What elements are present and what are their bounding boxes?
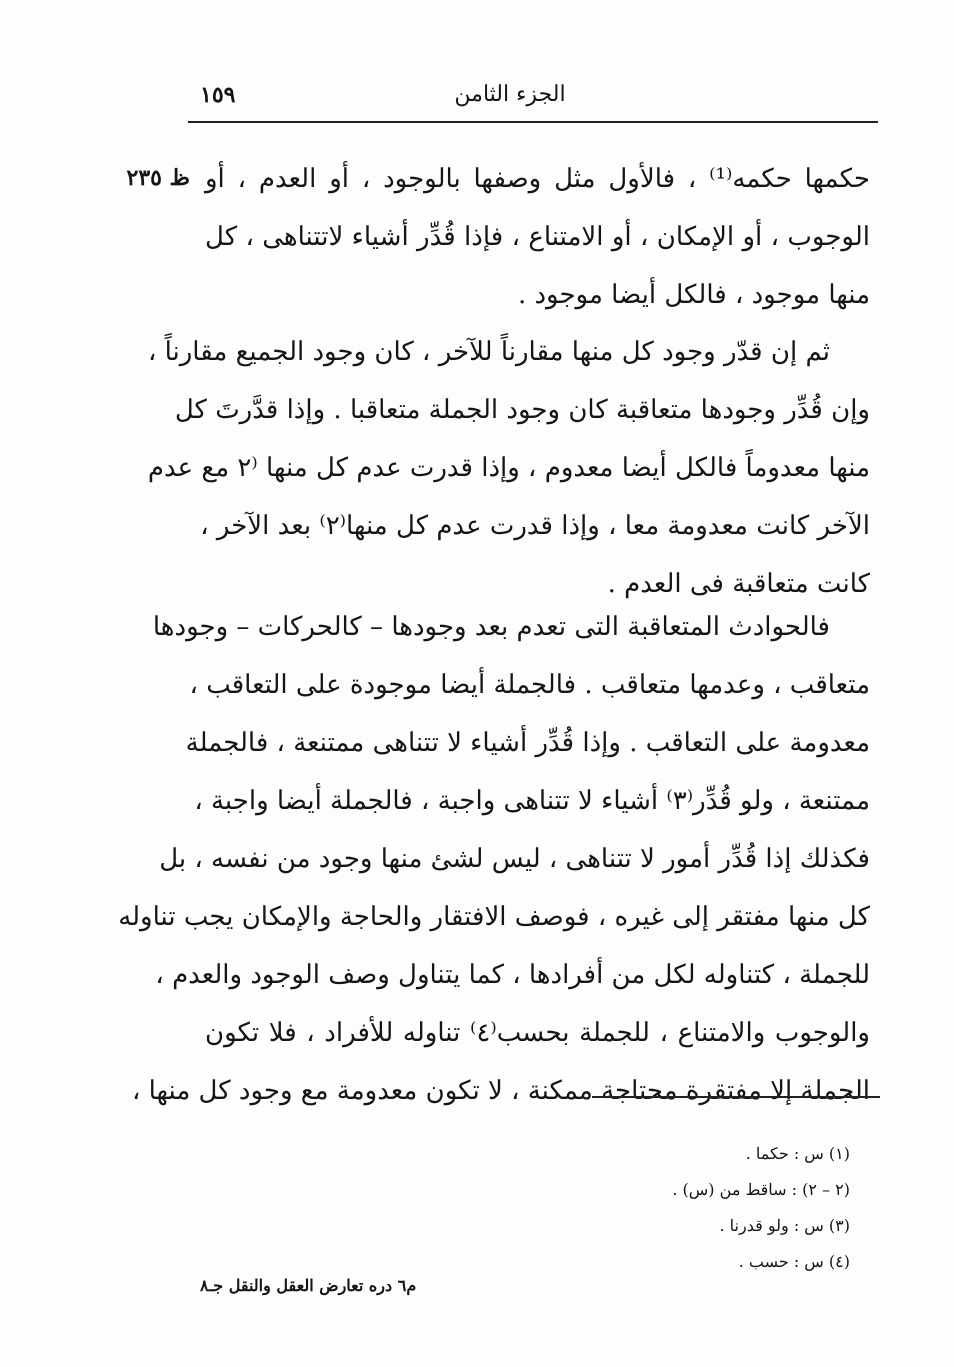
text-line: الآخر كانت معدومة معا ، وإذا قدرت عدم كل منها⁽٢⁾ بعد الآخر ،	[200, 511, 870, 541]
text-line: الوجوب ، أو الإمكان ، أو الامتناع ، فإذا قُدِّر أشياء لاتتناهى ، كل	[205, 222, 870, 252]
text-line: الجملة إلا مفتقرة محتاجة ممكنة ، لا تكون معدومة مع وجود كل منها ،	[131, 1076, 870, 1106]
text-line: ممتنعة ، ولو قُدِّر⁽٣⁾ أشياء لا تتناهى واجبة ، فالجملة أيضا واجبة ،	[194, 786, 870, 816]
margin-manuscript-reference: ظ ٢٣٥	[126, 165, 190, 191]
text-line: كل منها مفتقر إلى غيره ، فوصف الافتقار والحاجة والإمكان يجب تناوله	[118, 902, 870, 932]
text-line: منها موجود ، فالكل أيضا موجود .	[517, 280, 870, 310]
text-line: كانت متعاقبة فى العدم .	[607, 569, 870, 599]
paragraph-1	[205, 150, 870, 324]
paragraph-2	[147, 323, 870, 613]
text-line: للجملة ، كتناوله لكل من أفرادها ، كما يتناول وصف الوجود والعدم ،	[155, 960, 870, 990]
text-line: حكمها حكمه⁽¹⁾ ، فالأول مثل وصفها بالوجود ، أو العدم ، أو	[205, 164, 871, 194]
footnote-divider	[592, 1096, 880, 1098]
paragraph-3	[118, 598, 870, 1120]
text-line: وإن قُدِّر وجودها متعاقبة كان وجود الجملة متعاقبا . وإذا قدَّرتَ كل	[174, 395, 870, 425]
footnote-1: (١) س : حكما .	[745, 1144, 850, 1163]
footnote-4: (٤) س : حسب .	[738, 1252, 850, 1271]
footnote-2: (٢ – ٢) : ساقط من (س) .	[672, 1180, 850, 1199]
footnotes	[560, 1136, 850, 1280]
text-line: فالحوادث المتعاقبة التى تعدم بعد وجودها – كالحركات – وجودها	[152, 612, 830, 642]
text-line: معدومة على التعاقب . وإذا قُدِّر أشياء لا تتناهى ممتنعة ، فالجملة	[185, 728, 870, 758]
running-header-title: الجزء الثامن	[454, 82, 566, 107]
signature-line: م٦ دره تعارض العقل والنقل جـ٨	[200, 1276, 417, 1295]
text-line: منها معدوماً فالكل أيضا معدوم ، وإذا قدرت عدم كل منها ⁽٢ مع عدم	[147, 453, 870, 483]
text-line: متعاقب ، وعدمها متعاقب . فالجملة أيضا موجودة على التعاقب ،	[189, 670, 870, 700]
page-number: ١٥٩	[200, 82, 236, 108]
text-line: فكذلك إذا قُدِّر أمور لا تتناهى ، ليس لشئ منها وجود من نفسه ، بل	[159, 844, 870, 874]
footnote-3: (٣) س : ولو قدرنا .	[719, 1216, 850, 1235]
text-line: ثم إن قدّر وجود كل منها مقارناً للآخر ، كان وجود الجميع مقارناً ،	[147, 337, 830, 367]
header-divider	[188, 121, 878, 123]
text-line: والوجوب والامتناع ، للجملة بحسب⁽٤⁾ تناوله للأفراد ، فلا تكون	[205, 1018, 870, 1048]
